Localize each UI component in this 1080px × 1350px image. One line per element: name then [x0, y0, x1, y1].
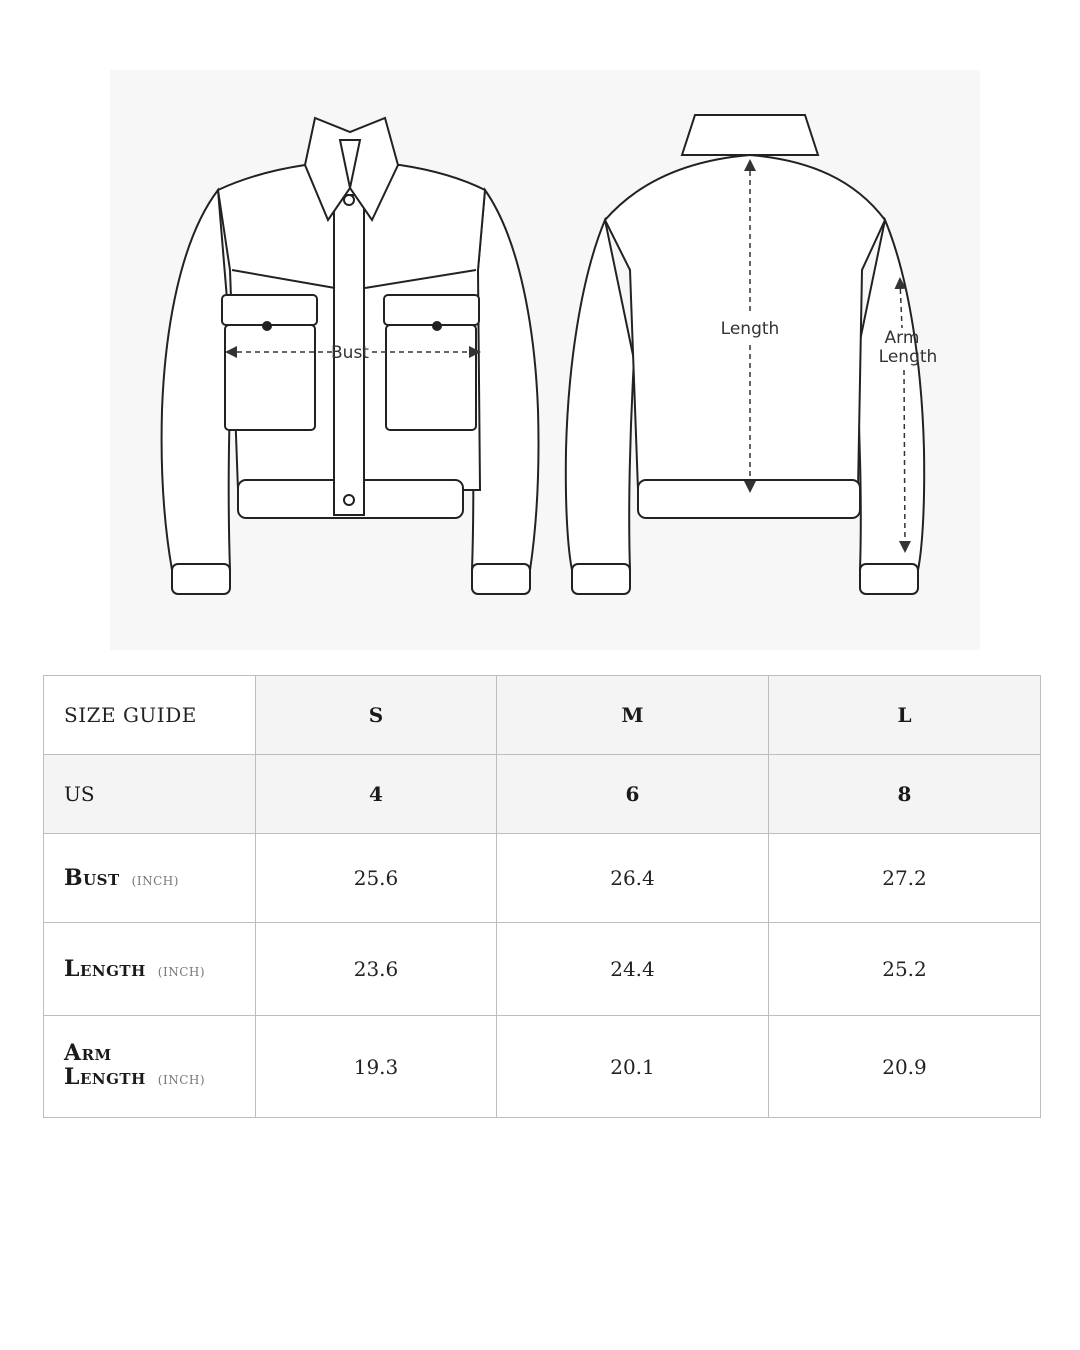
jacket-measurement-diagram [110, 70, 980, 650]
length-value-s: 23.6 [256, 923, 497, 1016]
length-diagram-label: Length [720, 319, 780, 339]
arm-length-value-m: 20.1 [497, 1016, 769, 1118]
table-header-row [44, 676, 1041, 755]
size-guide-table [43, 675, 1041, 1118]
arm-length-row [44, 1016, 1041, 1118]
size-header-l: L [769, 676, 1041, 755]
length-value-l: 25.2 [769, 923, 1041, 1016]
bust-value-l: 27.2 [769, 834, 1041, 923]
arm-length-value-l: 20.9 [769, 1016, 1041, 1118]
size-header-m: M [497, 676, 769, 755]
us-value-l: 8 [769, 755, 1041, 834]
bust-row [44, 834, 1041, 923]
length-label: Length [64, 956, 146, 982]
us-label: US [44, 755, 256, 834]
bust-unit: (INCH) [131, 874, 179, 888]
bust-label-cell [44, 834, 256, 923]
size-guide-title [44, 676, 256, 755]
length-label-cell [44, 923, 256, 1016]
arm-length-value-s: 19.3 [256, 1016, 497, 1118]
length-row [44, 923, 1041, 1016]
arm-diagram-label-2: Length [878, 347, 938, 367]
arm-length-unit: (INCH) [157, 1073, 206, 1087]
us-value-s: 4 [256, 755, 497, 834]
arm-length-label-2: Length [64, 1064, 146, 1090]
jacket-diagram-svg [110, 70, 980, 650]
arm-length-label-1: Arm [64, 1040, 112, 1066]
bust-value-m: 26.4 [497, 834, 769, 923]
us-value-m: 6 [497, 755, 769, 834]
bust-value-s: 25.6 [256, 834, 497, 923]
size-header-s: S [256, 676, 497, 755]
arm-diagram-label-1: Arm [884, 328, 920, 348]
size-guide-title-text: SIZE GUIDE [64, 703, 197, 727]
length-value-m: 24.4 [497, 923, 769, 1016]
length-unit: (INCH) [157, 965, 206, 979]
jacket-back-icon [566, 115, 924, 594]
arm-length-label-line-2 [64, 1065, 254, 1092]
us-size-row [44, 755, 1041, 834]
bust-diagram-label: Bust [331, 343, 369, 363]
arm-length-label-cell [44, 1016, 256, 1118]
bust-label: Bust [64, 865, 120, 891]
